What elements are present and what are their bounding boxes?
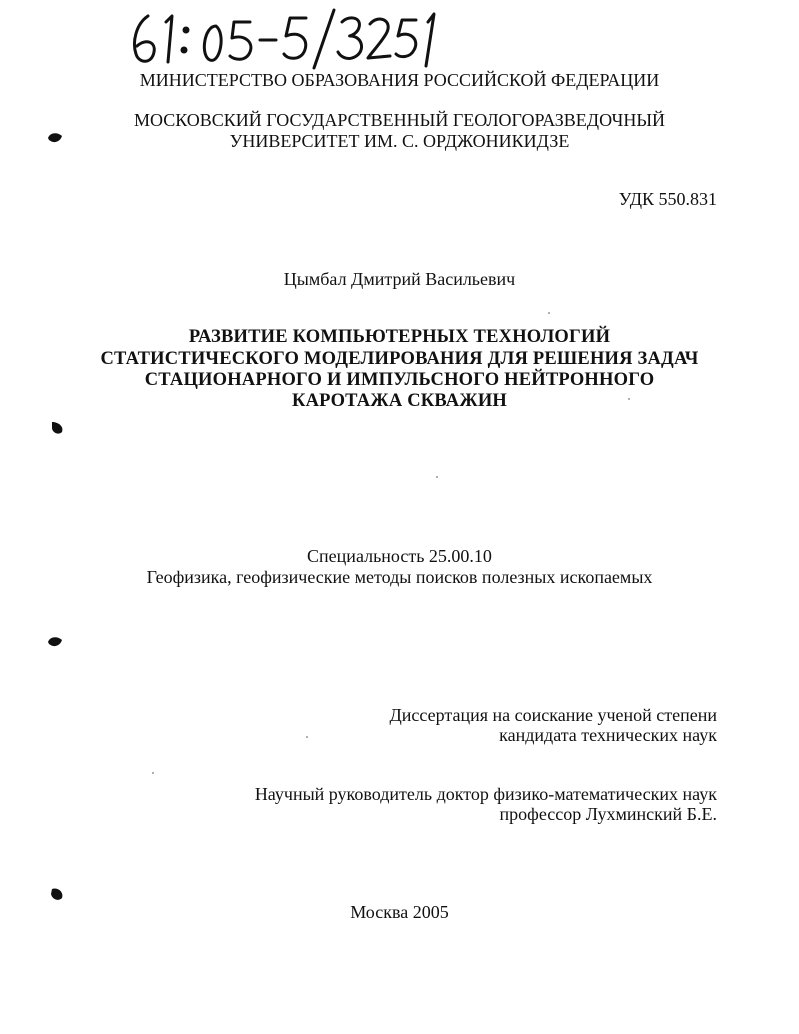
supervisor-line2: профессор Лухминский Б.Е. [499, 804, 717, 824]
binding-hole-mark [46, 634, 64, 650]
dissertation-title-line1: РАЗВИТИЕ КОМПЬЮТЕРНЫХ ТЕХНОЛОГИЙ [188, 327, 611, 347]
scan-speck [548, 312, 550, 314]
specialty-name: Геофизика, геофизические методы поисков полезных ископаемых [146, 567, 653, 587]
scan-speck [152, 772, 154, 774]
university-heading-line2: УНИВЕРСИТЕТ ИМ. С. ОРДЖОНИКИДЗЕ [229, 131, 570, 151]
scan-speck [436, 476, 438, 478]
handwritten-number-drawing [128, 8, 448, 70]
dissertation-title-line3: СТАЦИОНАРНОГО И ИМПУЛЬСНОГО НЕЙТРОННОГО [144, 370, 655, 390]
specialty-code: Специальность 25.00.10 [307, 546, 492, 566]
university-heading-line1: МОСКОВСКИЙ ГОСУДАРСТВЕННЫЙ ГЕОЛОГОРАЗВЕДОЧНЫЙ [133, 110, 666, 130]
supervisor-line1: Научный руководитель доктор физико-математических наук [254, 784, 717, 804]
degree-line2: кандидата технических наук [499, 725, 717, 745]
city-year: Москва 2005 [350, 902, 449, 922]
author-name: Цымбал Дмитрий Васильевич [283, 269, 516, 289]
dissertation-title-line4: КАРОТАЖА СКВАЖИН [292, 391, 507, 411]
scan-speck [306, 736, 308, 738]
binding-hole-mark [48, 420, 66, 436]
binding-hole-mark [48, 886, 66, 902]
udk-code: УДК 550.831 [618, 189, 717, 209]
ministry-heading: МИНИСТЕРСТВО ОБРАЗОВАНИЯ РОССИЙСКОЙ ФЕДЕРАЦИИ [139, 70, 660, 90]
handwritten-archive-number [128, 8, 448, 75]
degree-line1: Диссертация на соискание ученой степени [389, 705, 717, 725]
dissertation-title-line2: СТАТИСТИЧЕСКОГО МОДЕЛИРОВАНИЯ ДЛЯ РЕШЕНИЯ ЗАДАЧ [100, 349, 699, 369]
